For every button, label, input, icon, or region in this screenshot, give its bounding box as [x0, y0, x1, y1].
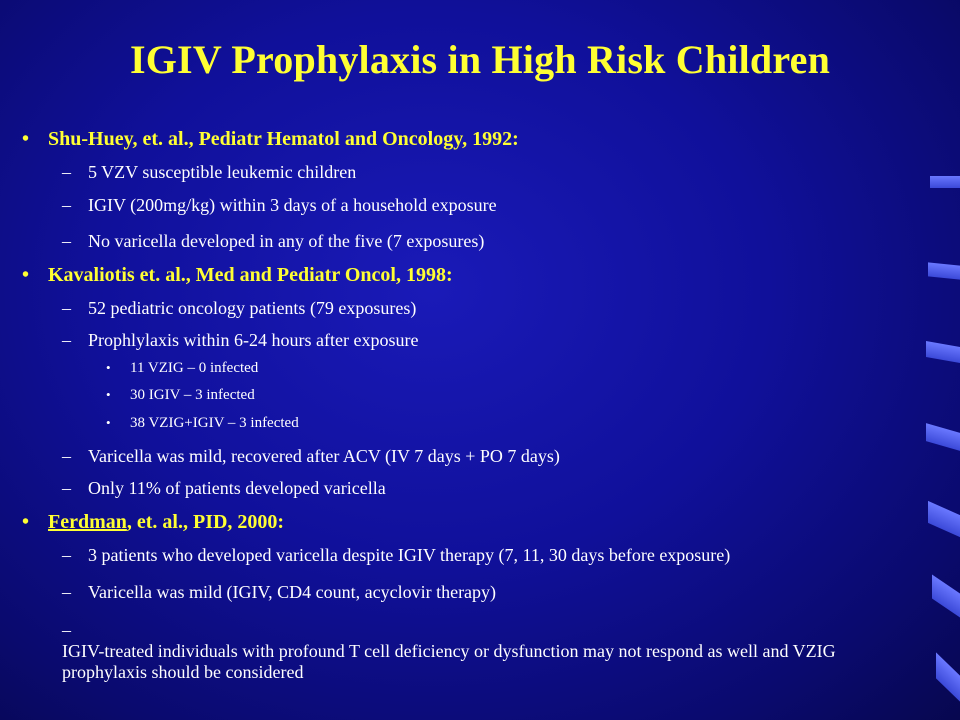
list-item [62, 298, 416, 319]
heading-text: Shu-Huey, et. al., Pediatr Hematol and Oncology, 1992: [48, 128, 519, 150]
dash-icon: – [62, 620, 71, 640]
list-item [62, 231, 484, 252]
item-text: 3 patients who developed varicella despite IGIV therapy (7, 11, 30 days before exposure) [88, 545, 731, 565]
bullet-icon: • [106, 387, 111, 402]
dash-icon: – [62, 231, 71, 251]
list-item [62, 330, 418, 351]
dash-icon: – [62, 478, 71, 498]
list-item [62, 545, 730, 566]
list-item [62, 620, 942, 683]
section-heading-ferdman [22, 511, 284, 534]
item-text: 52 pediatric oncology patients (79 exposures) [88, 298, 417, 318]
dash-icon: – [62, 298, 71, 318]
dash-icon: – [62, 582, 71, 602]
item-text: 5 VZV susceptible leukemic children [88, 162, 357, 182]
subitem-text: 38 VZIG+IGIV – 3 infected [130, 415, 299, 431]
sub-list-item [106, 415, 299, 432]
list-item [62, 446, 560, 467]
bullet-icon: • [106, 415, 111, 430]
dash-icon: – [62, 162, 71, 182]
item-text: Prophlylaxis within 6-24 hours after exposure [88, 330, 419, 350]
subitem-text: 11 VZIG – 0 infected [130, 360, 259, 376]
dash-icon: – [62, 330, 71, 350]
bullet-icon: • [22, 128, 30, 150]
dash-icon: – [62, 545, 71, 565]
list-item [62, 478, 386, 499]
sub-list-item [106, 387, 255, 404]
dash-icon: – [62, 195, 71, 215]
subitem-text: 30 IGIV – 3 infected [130, 387, 255, 403]
heading-text: Kavaliotis et. al., Med and Pediatr Oncol, 1998: [48, 264, 453, 286]
bullet-icon: • [22, 264, 30, 286]
heading-text: , et. al., PID, 2000: [126, 511, 285, 533]
item-text: IGIV (200mg/kg) within 3 days of a household exposure [88, 195, 497, 215]
decorative-tab [930, 176, 960, 188]
list-item [62, 582, 496, 603]
sub-list-item [106, 360, 258, 377]
bullet-icon: • [106, 360, 111, 375]
item-text: No varicella developed in any of the five (7 exposures) [88, 231, 485, 251]
list-item [62, 162, 356, 183]
bullet-icon: • [22, 511, 30, 533]
item-text: Only 11% of patients developed varicella [88, 478, 386, 498]
section-heading-kavaliotis [22, 264, 453, 287]
slide-title: IGIV Prophylaxis in High Risk Children [129, 37, 831, 82]
item-text: Varicella was mild (IGIV, CD4 count, acyclovir therapy) [88, 582, 497, 602]
item-text: IGIV-treated individuals with profound T cell deficiency or dysfunction may not respond as well and VZIG prophylaxis should be considered [62, 641, 836, 682]
list-item [62, 195, 497, 216]
dash-icon: – [62, 446, 71, 466]
section-heading-shu-huey [22, 128, 519, 151]
ferdman-link[interactable]: Ferdman [48, 511, 127, 533]
item-text: Varicella was mild, recovered after ACV (IV 7 days + PO 7 days) [88, 446, 560, 466]
